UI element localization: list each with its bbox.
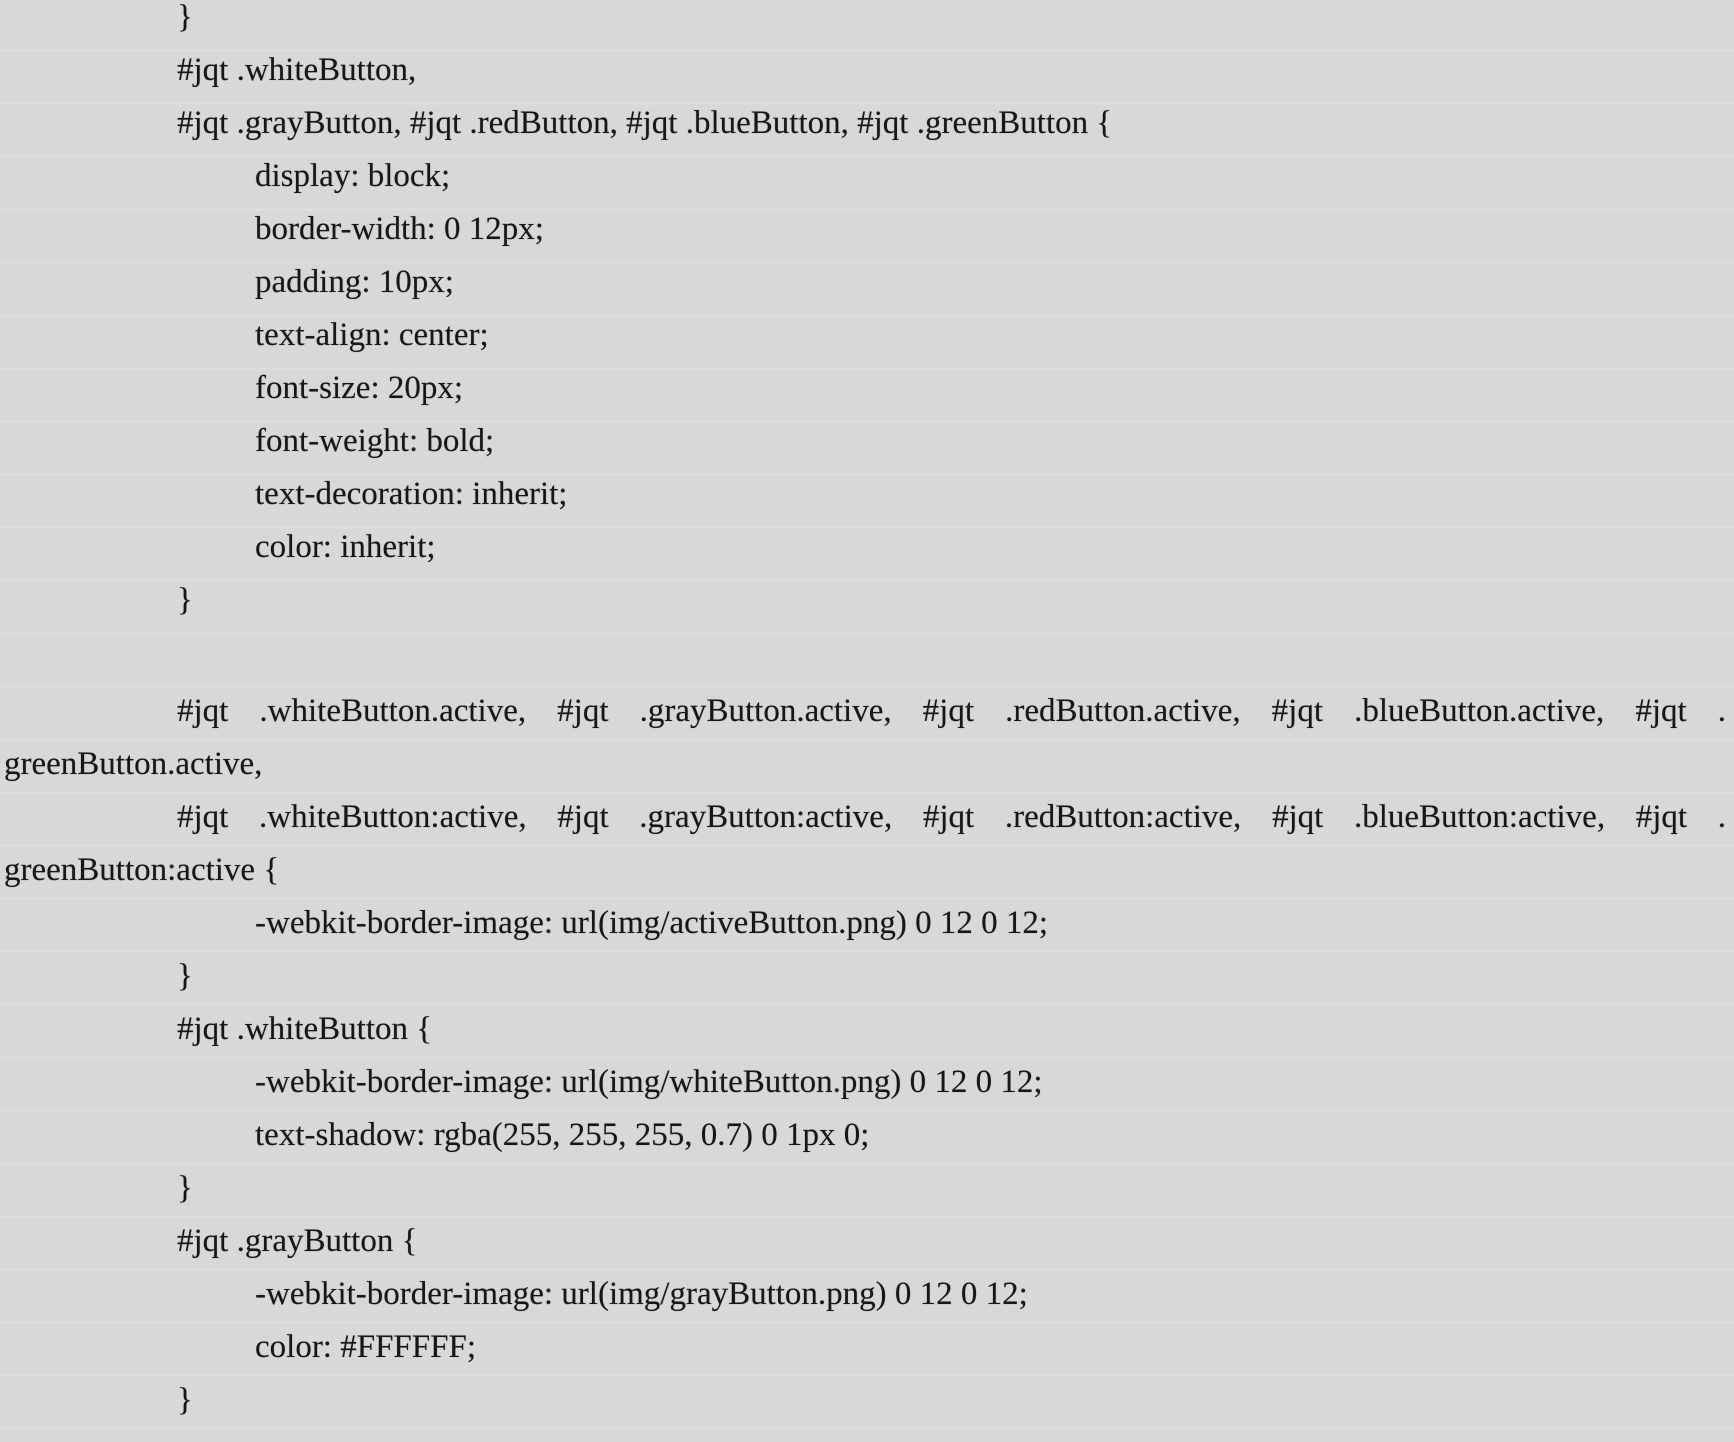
code-line: #jqt .grayButton, #jqt .redButton, #jqt .blueButton, #jqt .greenButton { xyxy=(177,105,1113,141)
code-line: #jqt .whiteButton.active, #jqt .grayButton.active, #jqt .redButton.active, #jqt .blueButton.active, #jqt . xyxy=(177,693,1726,729)
code-line: border-width: 0 12px; xyxy=(255,211,544,247)
code-line: display: block; xyxy=(255,158,451,194)
code-line: #jqt .whiteButton, xyxy=(177,52,417,88)
code-line: -webkit-border-image: url(img/whiteButton.png) 0 12 0 12; xyxy=(255,1064,1043,1100)
code-line: #jqt .whiteButton { xyxy=(177,1011,433,1047)
code-line: font-weight: bold; xyxy=(255,423,495,459)
code-line: #jqt .whiteButton:active, #jqt .grayButton:active, #jqt .redButton:active, #jqt .blueButton:active, #jqt . xyxy=(177,799,1726,835)
code-line: text-align: center; xyxy=(255,317,489,353)
code-line: } xyxy=(177,958,193,994)
code-line: padding: 10px; xyxy=(255,264,454,300)
code-line: } xyxy=(177,582,193,618)
code-line: color: inherit; xyxy=(255,529,436,565)
code-line: font-size: 20px; xyxy=(255,370,464,406)
code-line: } xyxy=(177,0,193,35)
code-line: } xyxy=(177,1170,193,1206)
code-line: color: #FFFFFF; xyxy=(255,1329,477,1365)
code-line: greenButton.active, xyxy=(4,746,263,782)
code-line: } xyxy=(177,1382,193,1418)
code-blank-line xyxy=(0,627,1734,685)
code-line: text-shadow: rgba(255, 255, 255, 0.7) 0 1px 0; xyxy=(255,1117,870,1153)
code-line: -webkit-border-image: url(img/activeButton.png) 0 12 0 12; xyxy=(255,905,1048,941)
code-line: text-decoration: inherit; xyxy=(255,476,568,512)
code-line: greenButton:active { xyxy=(4,852,280,888)
code-line: #jqt .grayButton { xyxy=(177,1223,418,1259)
code-line: -webkit-border-image: url(img/grayButton.png) 0 12 0 12; xyxy=(255,1276,1028,1312)
